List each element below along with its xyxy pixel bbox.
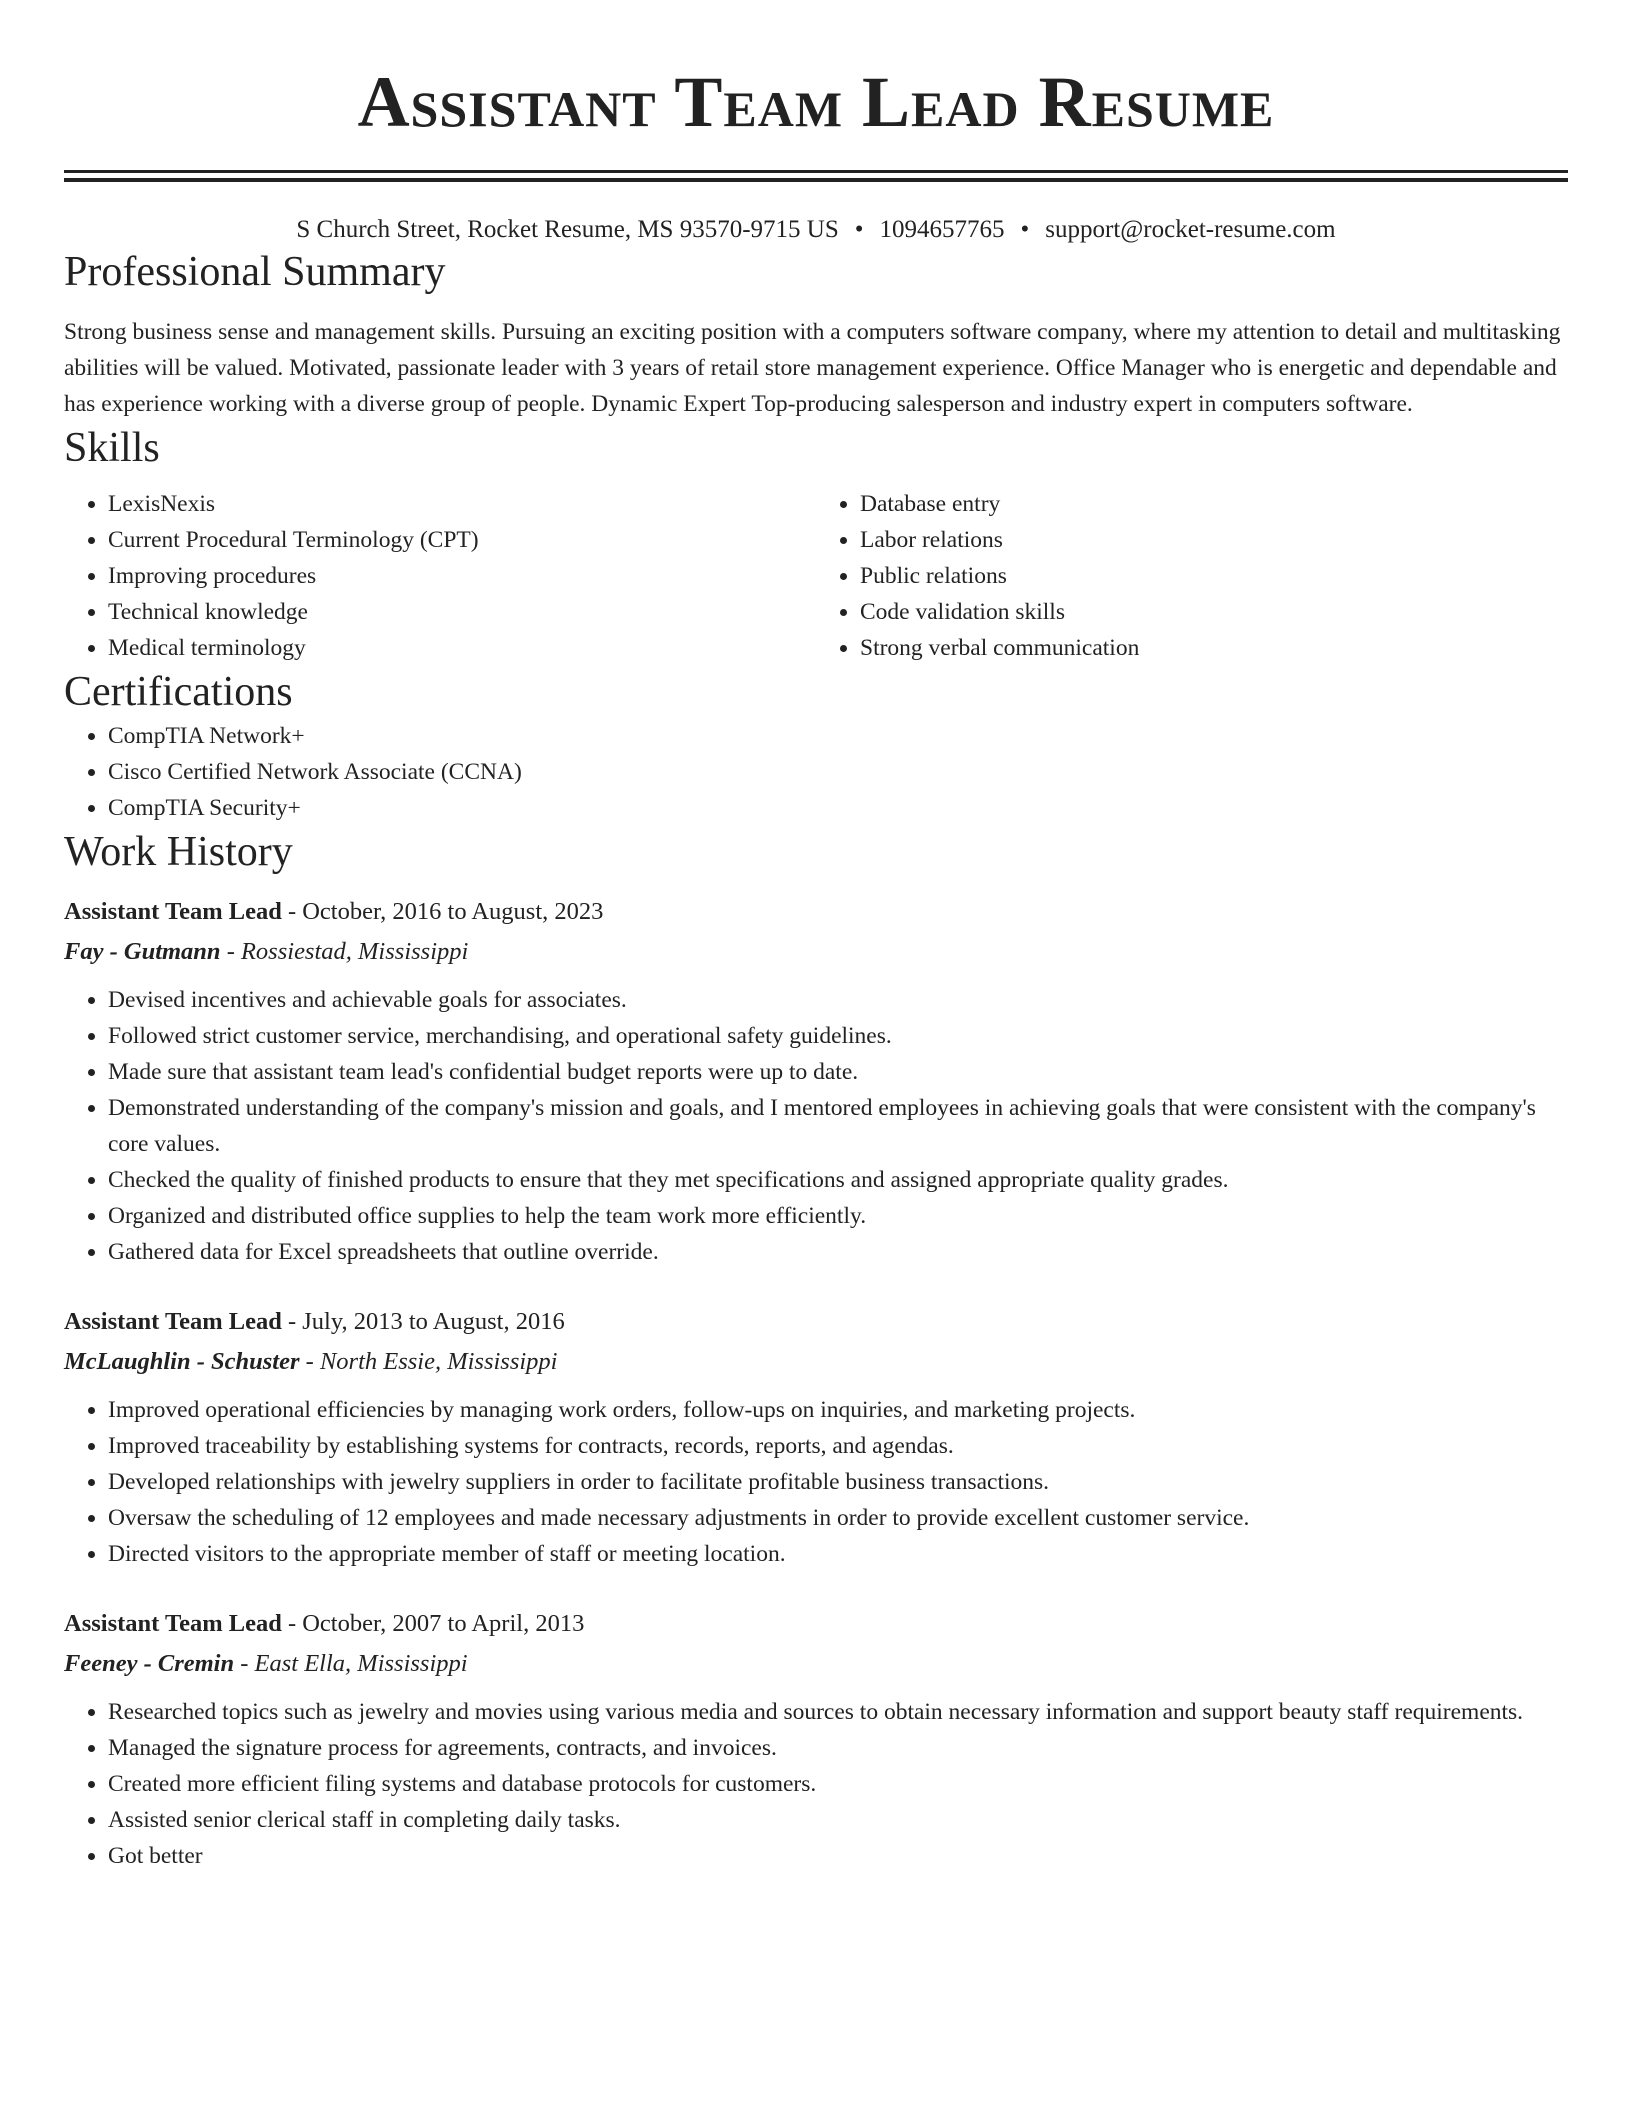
- skills-list-right: [816, 486, 1568, 666]
- job-title: Assistant Team Lead: [64, 898, 282, 925]
- job-title: Assistant Team Lead: [64, 1610, 282, 1637]
- job-title: Assistant Team Lead: [64, 1308, 282, 1335]
- contact-address: S Church Street, Rocket Resume, MS 93570-9715 US: [296, 216, 839, 243]
- job-dates: - October, 2016 to August, 2023: [281, 898, 604, 925]
- job-company-line: [64, 1644, 1568, 1684]
- skill-item: • Strong verbal communication: [860, 630, 1568, 666]
- job-company-line: [64, 932, 1568, 972]
- skill-item: • LexisNexis: [108, 486, 816, 522]
- skill-item: • Current Procedural Terminology (CPT): [108, 522, 816, 558]
- job-duty-item: • Improved traceability by establishing systems for contracts, records, reports, and agendas.: [108, 1428, 1568, 1464]
- job-dates: - July, 2013 to August, 2016: [281, 1308, 565, 1335]
- job-location: - East Ella, Mississippi: [234, 1650, 468, 1677]
- job-duty-item: • Demonstrated understanding of the company's mission and goals, and I mentored employees in achieving goals that were consistent with the company's core values.: [108, 1090, 1568, 1162]
- job-duty-item: • Made sure that assistant team lead's confidential budget reports were up to date.: [108, 1054, 1568, 1090]
- job-duty-item: • Gathered data for Excel spreadsheets that outline override.: [108, 1234, 1568, 1270]
- skill-item: • Code validation skills: [860, 594, 1568, 630]
- job-duties-list: [64, 982, 1568, 1270]
- contact-phone: 1094657765: [879, 216, 1005, 243]
- job-company: Fay - Gutmann: [64, 938, 221, 965]
- skills-list-left: [64, 486, 816, 666]
- job-entry: [64, 1604, 1568, 1874]
- summary-text: Strong business sense and management skills. Pursuing an exciting position with a computers software company, where my attention to detail and multitasking abilities will be valued. Motivated, passionate leader with 3 years of retail store management experience. Office Manager who is energetic and dependable and has experience working with a diverse group of people. Dynamic Expert Top-producing salesperson and industry expert in computers software.: [64, 319, 1561, 417]
- job-duty-item: • Directed visitors to the appropriate member of staff or meeting location.: [108, 1536, 1568, 1572]
- job-duty-item: • Got better: [108, 1838, 1568, 1874]
- job-duty-item: • Followed strict customer service, merchandising, and operational safety guidelines.: [108, 1018, 1568, 1054]
- certifications-list: [64, 718, 1568, 826]
- contact-separator: •: [1020, 216, 1030, 243]
- job-entry: [64, 892, 1568, 1270]
- resume-title: Assistant Team Lead Resume: [357, 62, 1275, 142]
- job-duty-item: • Developed relationships with jewelry suppliers in order to facilitate profitable business transactions.: [108, 1464, 1568, 1500]
- job-company: McLaughlin - Schuster: [64, 1348, 300, 1375]
- job-title-line: [64, 1604, 1568, 1644]
- job-location: - North Essie, Mississippi: [299, 1348, 558, 1375]
- skill-item: • Labor relations: [860, 522, 1568, 558]
- job-duty-item: • Created more efficient filing systems and database protocols for customers.: [108, 1766, 1568, 1802]
- title-double-rule: [64, 170, 1568, 182]
- job-duty-item: • Organized and distributed office supplies to help the team work more efficiently.: [108, 1198, 1568, 1234]
- contact-line: [64, 214, 1568, 246]
- summary-heading: Professional Summary: [64, 249, 446, 295]
- certifications-heading: Certifications: [64, 669, 293, 715]
- resume-page: [64, 0, 1568, 1874]
- certification-item: • Cisco Certified Network Associate (CCNA): [108, 754, 1568, 790]
- job-company: Feeney - Cremin: [64, 1650, 235, 1677]
- job-dates: - October, 2007 to April, 2013: [281, 1610, 585, 1637]
- skills-columns: [64, 486, 1568, 666]
- skills-heading: Skills: [64, 425, 160, 471]
- skill-item: • Database entry: [860, 486, 1568, 522]
- certification-item: • CompTIA Network+: [108, 718, 1568, 754]
- skill-item: • Technical knowledge: [108, 594, 816, 630]
- certification-item: • CompTIA Security+: [108, 790, 1568, 826]
- job-title-line: [64, 1302, 1568, 1342]
- contact-separator: •: [854, 216, 864, 243]
- job-duty-item: • Assisted senior clerical staff in completing daily tasks.: [108, 1802, 1568, 1838]
- job-title-line: [64, 892, 1568, 932]
- job-location: - Rossiestad, Mississippi: [220, 938, 469, 965]
- skill-item: • Improving procedures: [108, 558, 816, 594]
- contact-email: support@rocket-resume.com: [1045, 216, 1336, 243]
- job-duty-item: • Oversaw the scheduling of 12 employees and made necessary adjustments in order to provide excellent customer service.: [108, 1500, 1568, 1536]
- job-duty-item: • Checked the quality of finished products to ensure that they met specifications and assigned appropriate quality grades.: [108, 1162, 1568, 1198]
- job-duties-list: [64, 1392, 1568, 1572]
- skill-item: • Medical terminology: [108, 630, 816, 666]
- job-duty-item: • Devised incentives and achievable goals for associates.: [108, 982, 1568, 1018]
- job-duty-item: • Researched topics such as jewelry and movies using various media and sources to obtain necessary information and support beauty staff requirements.: [108, 1694, 1568, 1730]
- job-entry: [64, 1302, 1568, 1572]
- skill-item: • Public relations: [860, 558, 1568, 594]
- job-company-line: [64, 1342, 1568, 1382]
- work-history-heading: Work History: [64, 829, 293, 875]
- job-duty-item: • Improved operational efficiencies by managing work orders, follow-ups on inquiries, and marketing projects.: [108, 1392, 1568, 1428]
- job-duty-item: • Managed the signature process for agreements, contracts, and invoices.: [108, 1730, 1568, 1766]
- job-duties-list: [64, 1694, 1568, 1874]
